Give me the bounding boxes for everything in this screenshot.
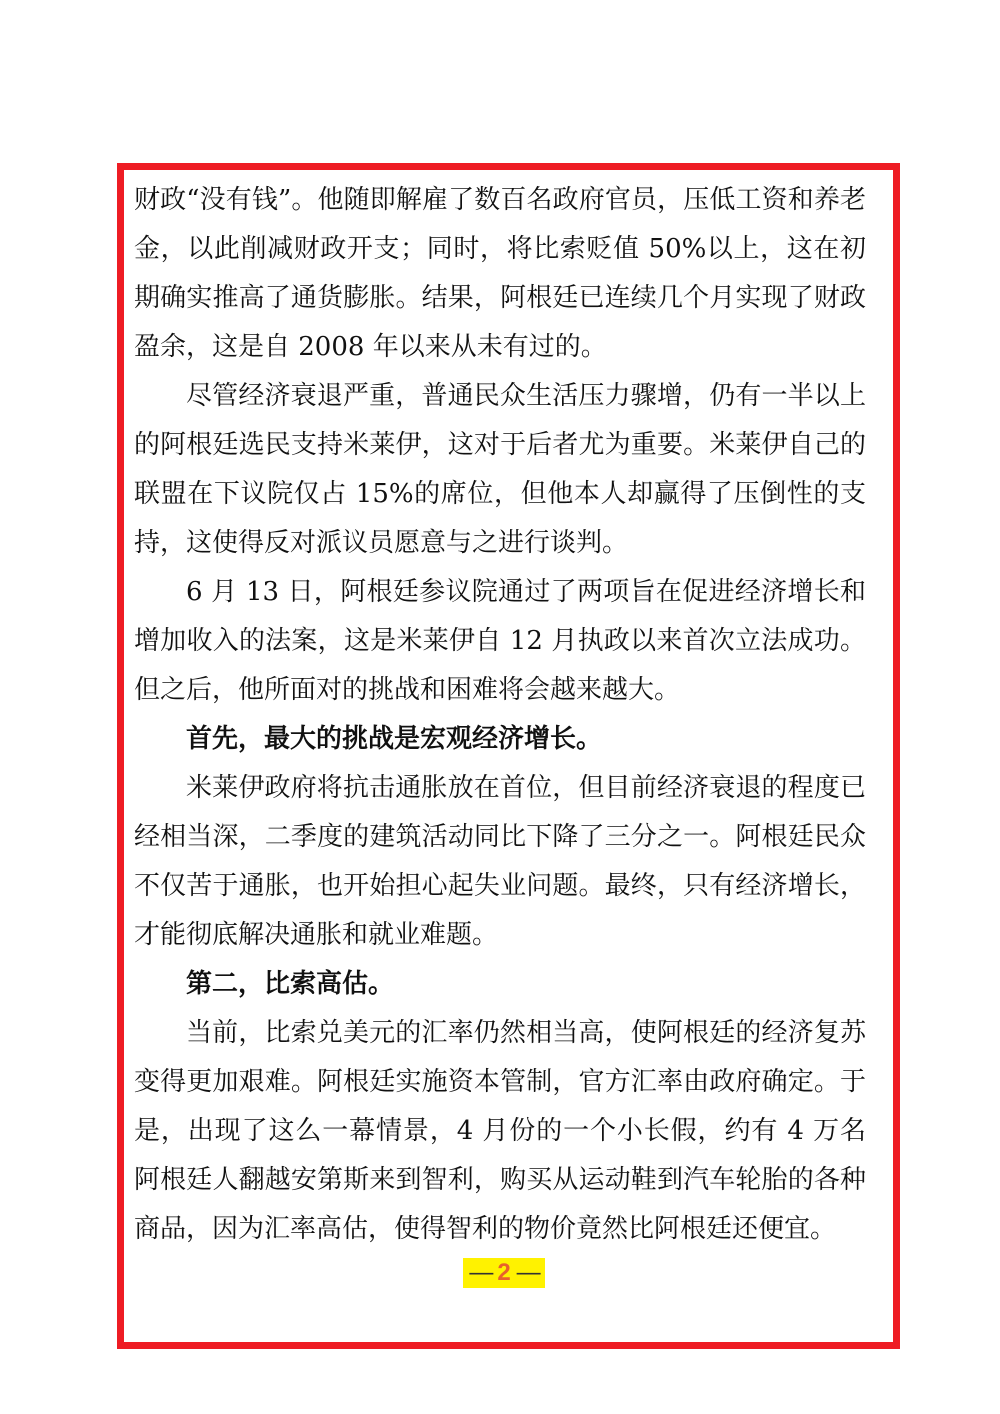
page-number-left-dash: — — [469, 1259, 492, 1286]
page-number: 2 — [497, 1259, 511, 1286]
article-body — [134, 176, 866, 1254]
paragraph-1: 财政“没有钱”。他随即解雇了数百名政府官员，压低工资和养老金，以此削减财政开支；同时，将比索贬值 50%以上，这在初期确实推高了通货膨胀。结果，阿根廷已连续几个月实现了财政盈余，这是自 2008 年以来从未有过的。 — [134, 185, 866, 362]
paragraph-2: 尽管经济衰退严重，普通民众生活压力骤增，仍有一半以上的阿根廷选民支持米莱伊，这对于后者尤为重要。米莱伊自己的联盟在下议院仅占 15%的席位，但他本人却赢得了压倒性的支持，这使得反对派议员愿意与之进行谈判。 — [134, 381, 866, 558]
paragraph-3: 6 月 13 日，阿根廷参议院通过了两项旨在促进经济增长和增加收入的法案，这是米莱伊自 12 月执政以来首次立法成功。但之后，他所面对的挑战和困难将会越来越大。 — [134, 577, 866, 705]
page-number-badge — [463, 1258, 545, 1288]
page-number-right-dash: — — [516, 1259, 539, 1286]
paragraph-5: 当前，比索兑美元的汇率仍然相当高，使阿根廷的经济复苏变得更加艰难。阿根廷实施资本管制，官方汇率由政府确定。于是，出现了这么一幕情景，4 月份的一个小长假，约有 4 万名阿根廷人翻越安第斯来到智利，购买从运动鞋到汽车轮胎的各种商品，因为汇率高估，使得智利的物价竟然比阿根廷还便宜。 — [134, 1018, 866, 1244]
section-heading-1: 首先，最大的挑战是宏观经济增长。 — [186, 724, 603, 754]
section-heading-2: 第二，比索高估。 — [186, 969, 395, 999]
paragraph-4: 米莱伊政府将抗击通胀放在首位，但目前经济衰退的程度已经相当深，二季度的建筑活动同比下降了三分之一。阿根廷民众不仅苦于通胀，也开始担心起失业问题。最终，只有经济增长，才能彻底解决通胀和就业难题。 — [134, 773, 866, 950]
